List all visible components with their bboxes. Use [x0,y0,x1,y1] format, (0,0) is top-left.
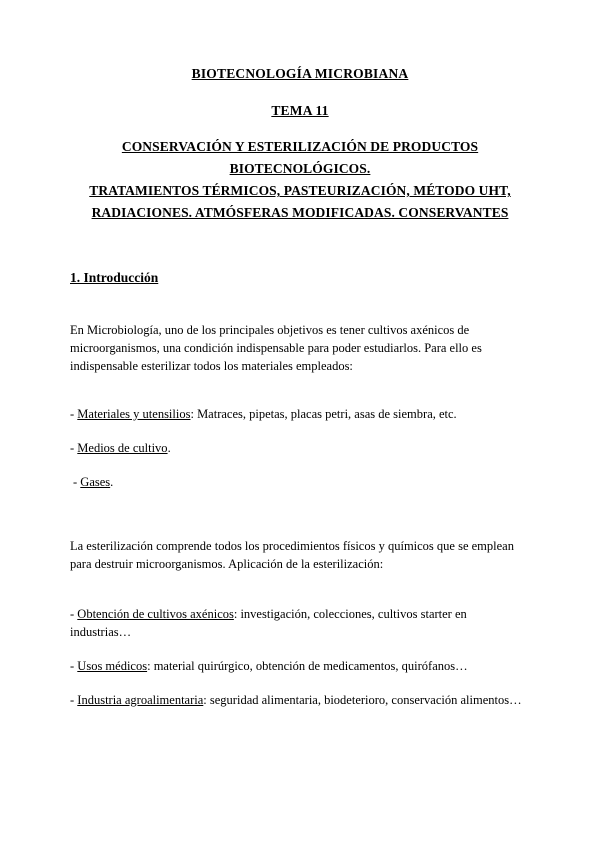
list-item-text: : Matraces, pipetas, placas petri, asas de siembra, etc. [190,407,457,421]
document-title [70,66,530,82]
list-item-term: Usos médicos [77,659,148,673]
document-title-text: BIOTECNOLOGÍA MICROBIANA [191,66,409,81]
list-item-gases [70,473,530,491]
main-heading-line [70,180,530,202]
bullet-dash: - [73,475,81,489]
document-subtitle [70,103,530,119]
list-item-term: Gases [80,475,111,489]
intro-paragraph: En Microbiología, uno de los principales objetivos es tener cultivos axénicos de microorganismos, una condición indispensable para poder estudiarlos. Para ello es indispensable esterilizar todos los materiales empleados: [70,323,482,373]
list-item-text: : seguridad alimentaria, biodeterioro, conservación alimentos… [203,693,522,707]
list-item-text: : investigación, colecciones, cultivos starter en industrias… [70,607,467,639]
list-item-agrofood-industry [70,691,530,709]
main-heading-line-text: CONSERVACIÓN Y ESTERILIZACIÓN DE PRODUCTOS BIOTECNOLÓGICOS. [121,139,479,176]
list-item-medical-uses [70,657,530,675]
main-heading [70,136,530,224]
main-heading-line-text: TRATAMIENTOS TÉRMICOS, PASTEURIZACIÓN, MÉTODO UHT, [89,183,511,198]
main-heading-line [70,136,530,180]
document-subtitle-text: TEMA 11 [271,103,329,118]
sterilization-paragraph: La esterilización comprende todos los procedimientos físicos y químicos que se emplean para destruir microorganismos. Aplicación de la esterilización: [70,539,514,571]
list-item-culture-media [70,439,530,457]
list-item-text: . [110,475,114,489]
section-heading [70,269,530,286]
main-heading-line-text: RADIACIONES. ATMÓSFERAS MODIFICADAS. CONSERVANTES [91,205,509,220]
list-item-term: Medios de cultivo [77,441,168,455]
bullet-dash: - [70,607,78,621]
main-heading-line [70,202,530,224]
section-heading-text: 1. Introducción [70,270,159,285]
bullet-dash: - [70,441,78,455]
list-item-term: Obtención de cultivos axénicos [77,607,234,621]
list-item-term: Industria agroalimentaria [77,693,204,707]
bullet-dash: - [70,407,78,421]
list-item-text: : material quirúrgico, obtención de medicamentos, quirófanos… [147,659,468,673]
list-item-term: Materiales y utensilios [77,407,191,421]
bullet-dash: - [70,693,78,707]
list-item-materials-utensils [70,405,530,423]
list-item-text: . [167,441,171,455]
bullet-dash: - [70,659,78,673]
list-item-axenic-cultures [70,605,530,641]
